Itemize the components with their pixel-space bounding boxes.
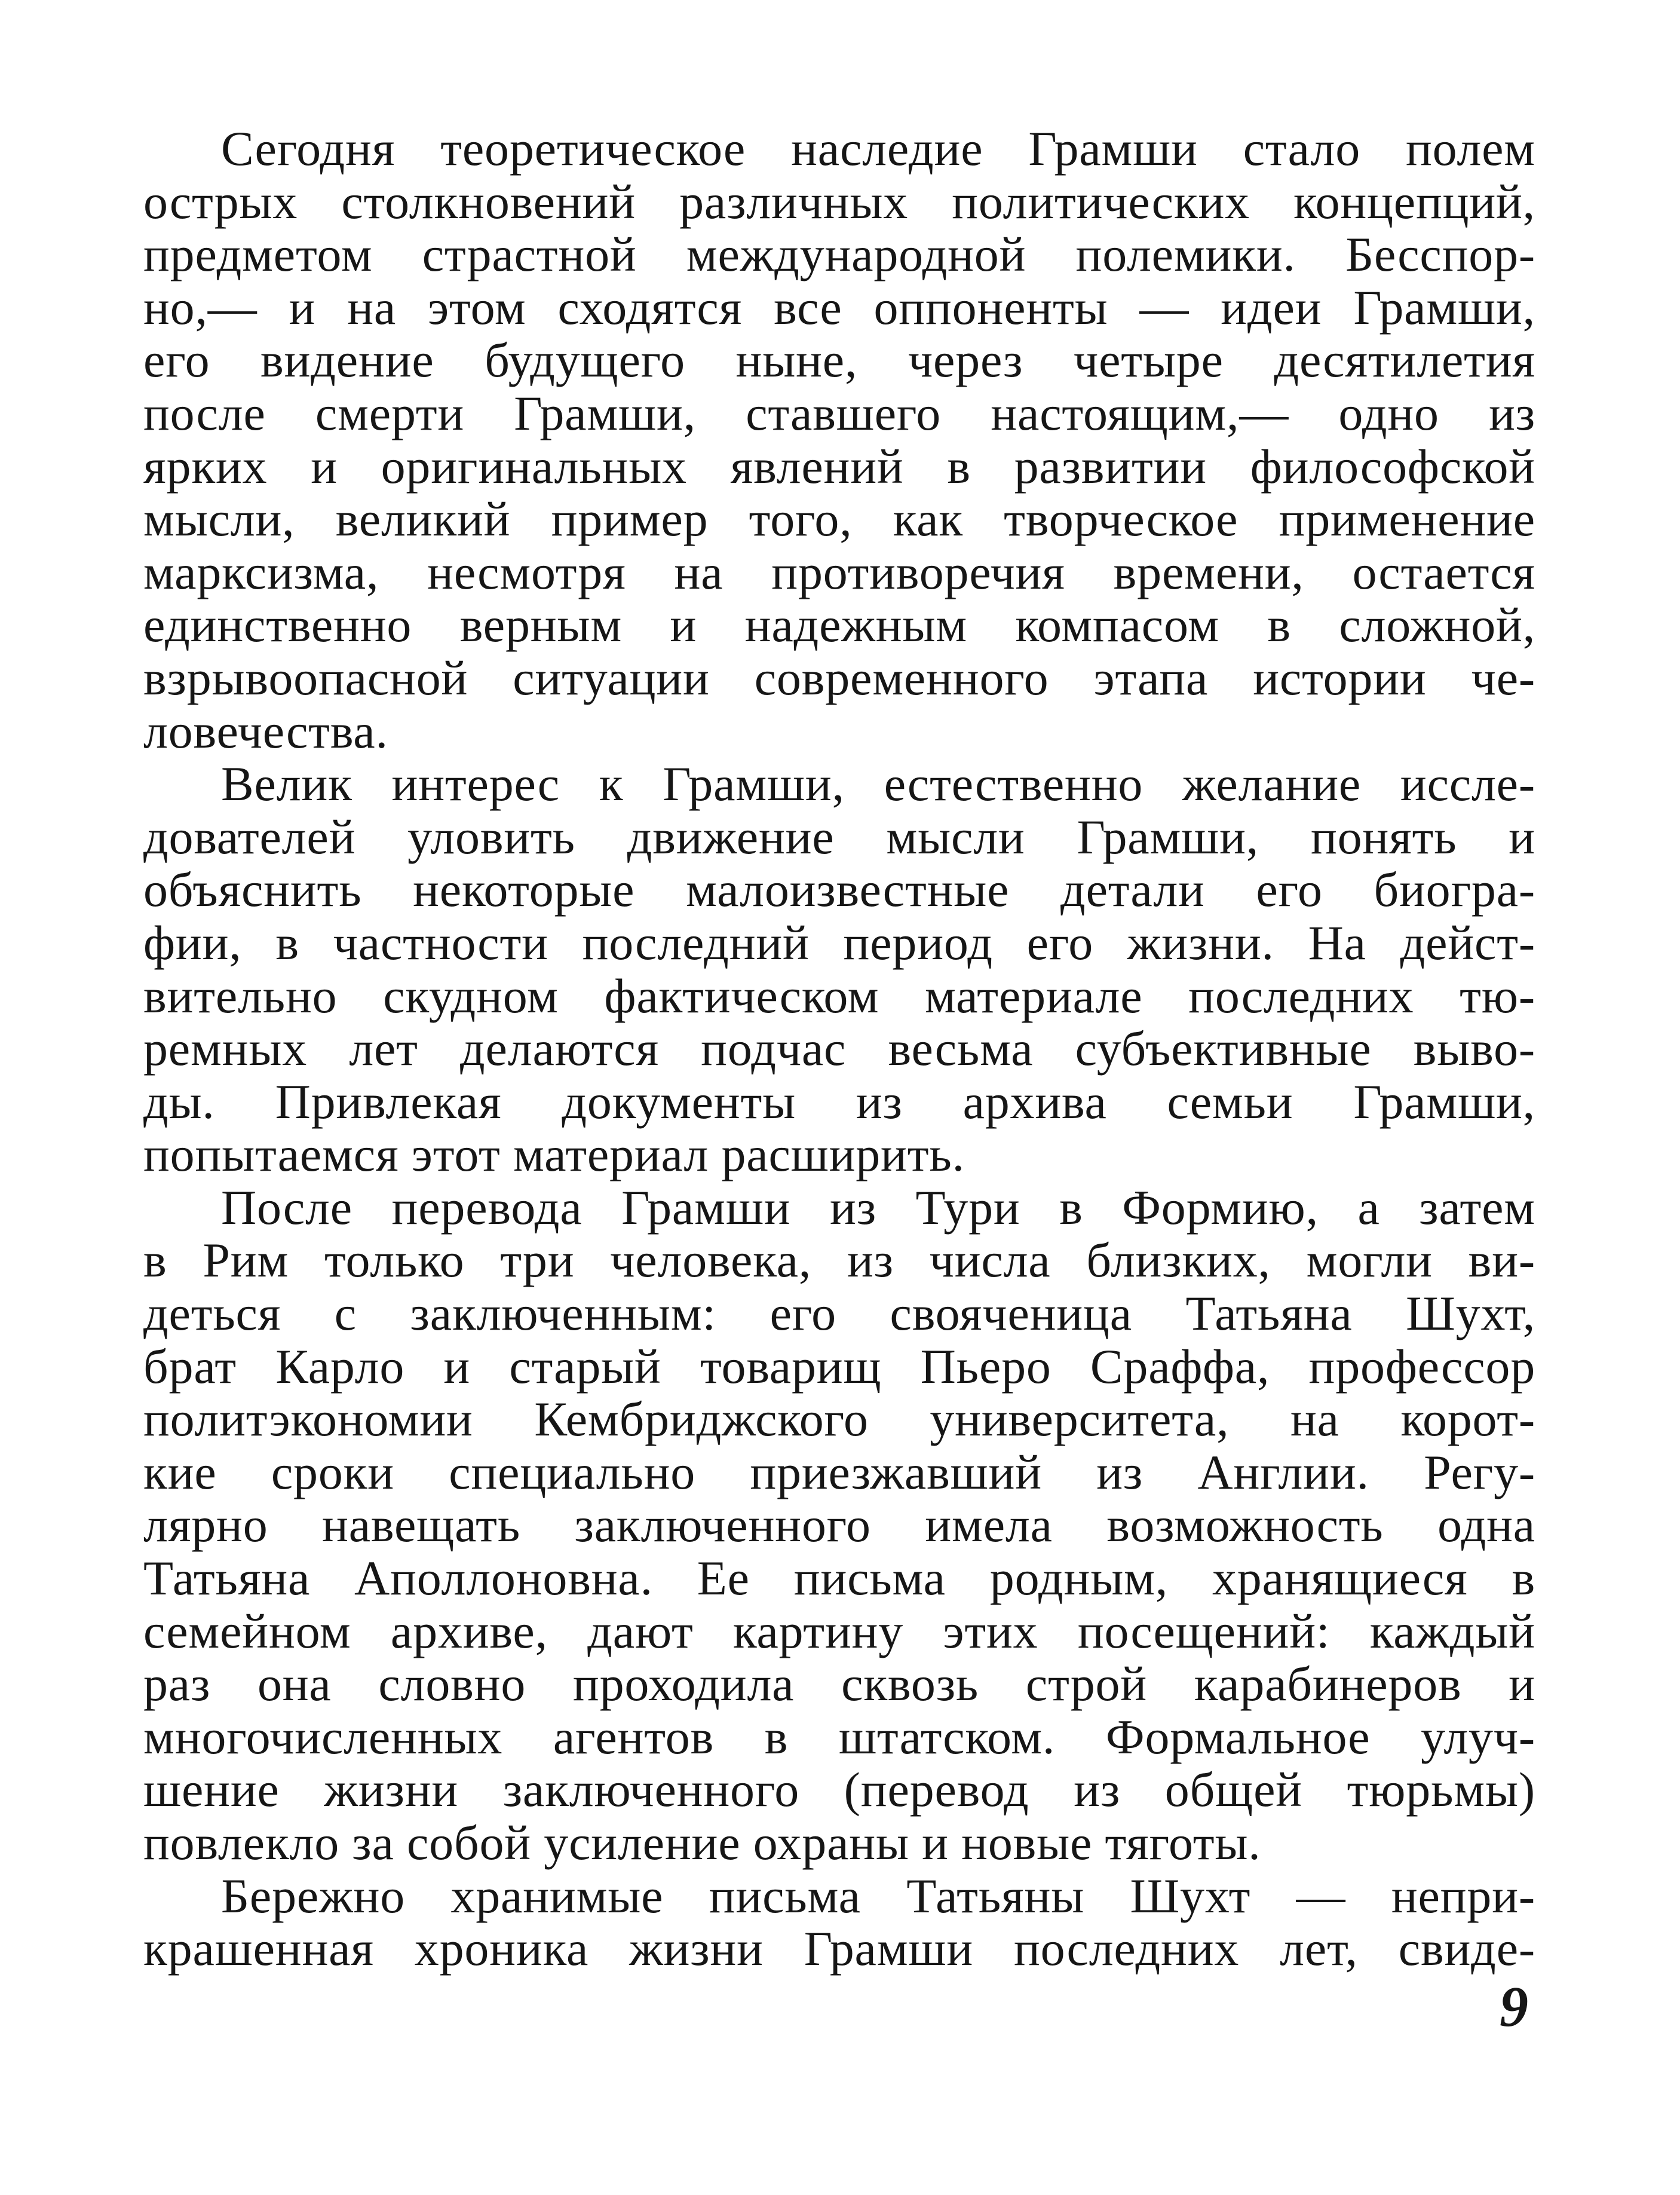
paragraph-4 xyxy=(143,1870,1535,1976)
text-line: единственно верным и надежным компасом в сложной, xyxy=(143,598,1535,653)
text-line: объяснить некоторые малоизвестные детали его биогра- xyxy=(143,862,1535,917)
text-line: семейном архиве, дают картину этих посещений: каждый xyxy=(143,1603,1535,1658)
text-line: попытаемся этот материал расширить. xyxy=(143,1127,965,1182)
paragraph-1 xyxy=(143,123,1535,758)
text-line: шение жизни заключенного (перевод из общей тюрьмы) xyxy=(143,1762,1535,1817)
body-text xyxy=(143,123,1535,1976)
text-line: раз она словно проходила сквозь строй карабинеров и xyxy=(143,1657,1535,1712)
text-line: его видение будущего ныне, через четыре десятилетия xyxy=(143,333,1535,388)
text-line: мысли, великий пример того, как творческое применение xyxy=(143,492,1535,547)
text-line: многочисленных агентов в штатском. Формальное улуч- xyxy=(143,1709,1535,1764)
paragraph-2 xyxy=(143,758,1535,1181)
text-line: после смерти Грамши, ставшего настоящим,— одно из xyxy=(143,385,1535,440)
text-line: Бережно хранимые письма Татьяны Шухт — непри- xyxy=(221,1868,1535,1923)
text-line: крашенная хроника жизни Грамши последних лет, свиде- xyxy=(143,1921,1535,1976)
text-line: острых столкновений различных политических концепций, xyxy=(143,174,1535,229)
text-line: деться с заключенным: его свояченица Татьяна Шухт, xyxy=(143,1286,1535,1341)
text-line: ды. Привлекая документы из архива семьи Грамши, xyxy=(143,1074,1535,1129)
text-line: фии, в частности последний период его жизни. На дейст- xyxy=(143,915,1535,970)
text-line: вительно скудном фактическом материале последних тю- xyxy=(143,968,1535,1023)
text-line: кие сроки специально приезжавший из Англии. Регу- xyxy=(143,1444,1535,1499)
text-line: политэкономии Кембриджского университета, на корот- xyxy=(143,1392,1535,1447)
text-line: ярких и оригинальных явлений в развитии философской xyxy=(143,439,1535,494)
text-line: дователей уловить движение мысли Грамши, понять и xyxy=(143,809,1535,864)
page-number: 9 xyxy=(1500,1974,1528,2038)
paragraph-3 xyxy=(143,1181,1535,1870)
text-line: ремных лет делаются подчас весьма субъективные выво- xyxy=(143,1021,1535,1076)
text-line: повлекло за собой усиление охраны и новые тяготы. xyxy=(143,1816,1261,1870)
text-line: Сегодня теоретическое наследие Грамши стало полем xyxy=(221,121,1535,176)
text-line: Татьяна Аполлоновна. Ее письма родным, хранящиеся в xyxy=(143,1551,1535,1606)
text-line: предметом страстной международной полемики. Бесспор- xyxy=(143,227,1535,282)
text-line: в Рим только три человека, из числа близких, могли ви- xyxy=(143,1233,1535,1288)
text-line: Велик интерес к Грамши, естественно желание иссле- xyxy=(221,757,1535,812)
text-line: брат Карло и старый товарищ Пьеро Сраффа, профессор xyxy=(143,1339,1535,1394)
text-line: лярно навещать заключенного имела возможность одна xyxy=(143,1498,1535,1553)
text-line: После перевода Грамши из Тури в Формию, а затем xyxy=(221,1180,1535,1235)
text-line: марксизма, несмотря на противоречия времени, остается xyxy=(143,544,1535,599)
text-line: но,— и на этом сходятся все оппоненты — идеи Грамши, xyxy=(143,280,1535,335)
text-line: взрывоопасной ситуации современного этапа истории че- xyxy=(143,650,1535,705)
text-line: ловечества. xyxy=(143,703,388,758)
